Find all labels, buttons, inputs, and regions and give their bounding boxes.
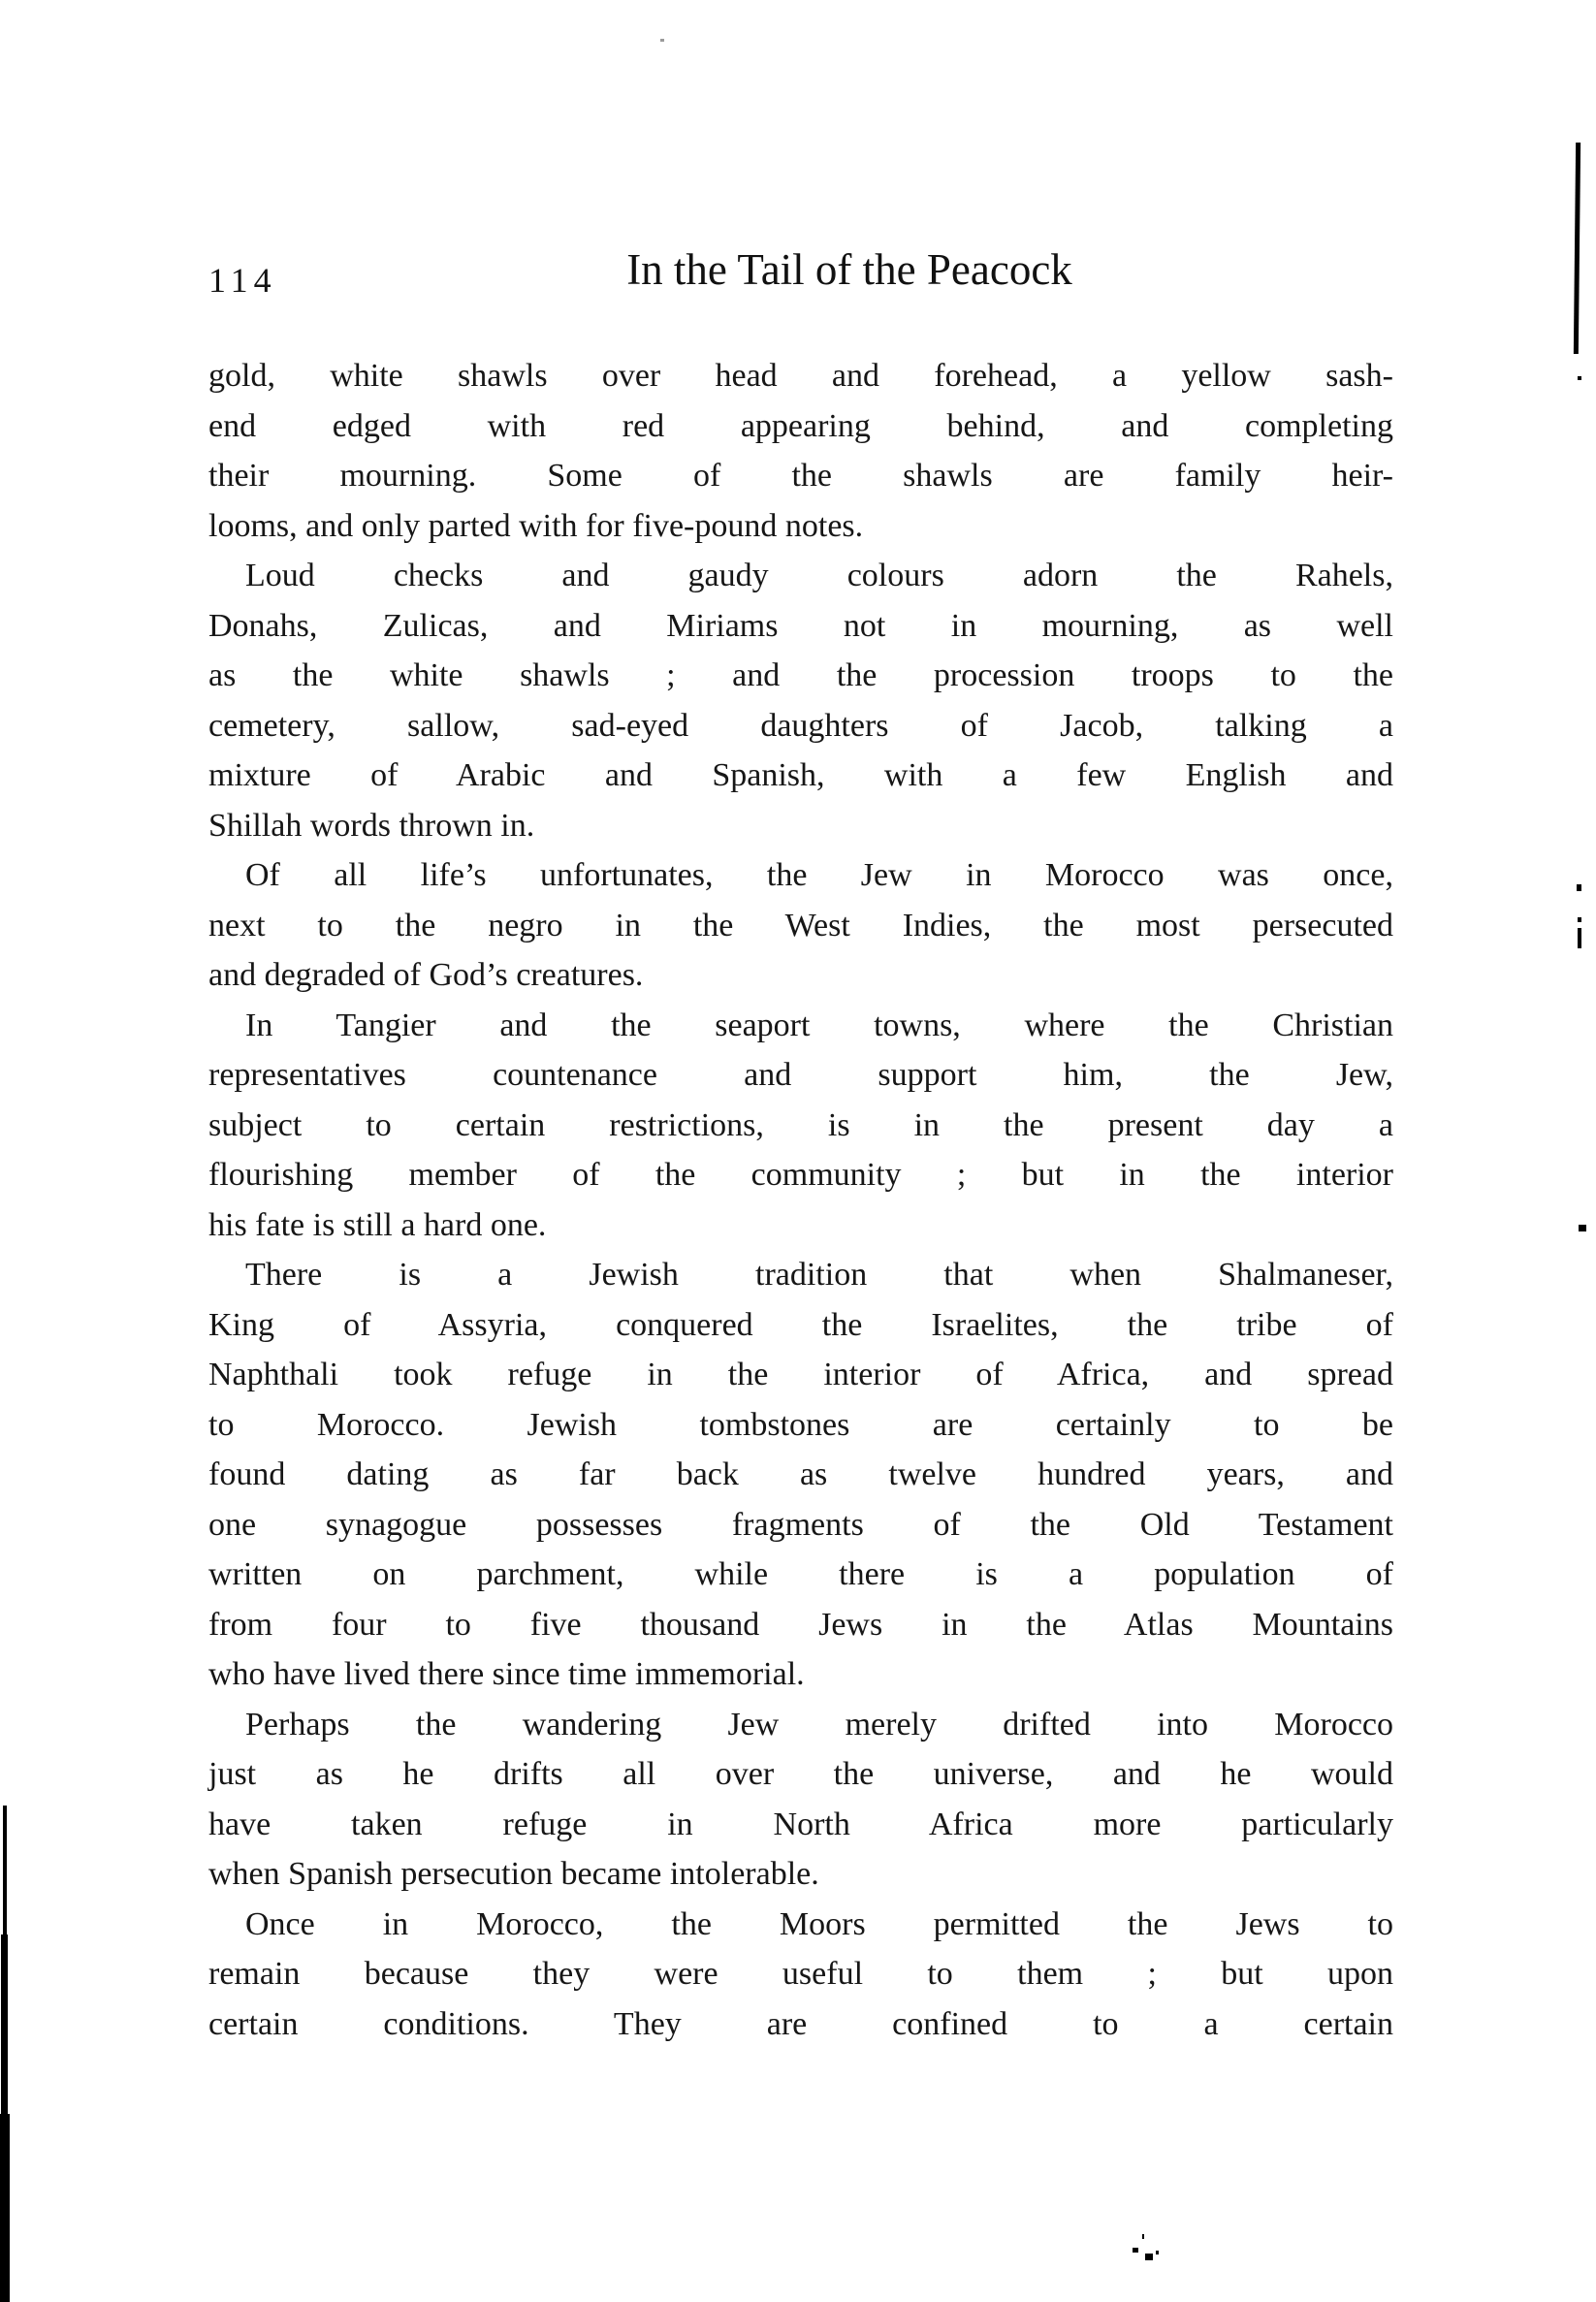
scan-artifact-bottom-smudge: [1145, 2254, 1153, 2260]
text-line: Naphthali took refuge in the interior of Africa, and spread: [208, 1357, 1393, 1392]
text-line: written on parchment, while there is a population of: [208, 1556, 1393, 1592]
text-line: have taken refuge in North Africa more particularly: [208, 1806, 1393, 1842]
scan-artifact-left-edge-line: [1, 1934, 8, 2128]
paragraph: [208, 351, 1393, 551]
text-line: next to the negro in the West Indies, the most persecuted: [208, 907, 1393, 943]
scan-artifact-bottom-smudge: [1142, 2234, 1144, 2239]
paragraph: [208, 1250, 1393, 1700]
paragraph: [208, 1900, 1393, 2050]
text-line: and degraded of God’s creatures.: [208, 957, 644, 993]
text-line: one synagogue possesses fragments of the Old Testament: [208, 1506, 1393, 1543]
text-line: to Morocco. Jewish tombstones are certainly to be: [208, 1406, 1393, 1443]
text-line: found dating as far back as twelve hundred years, and: [208, 1456, 1393, 1492]
text-line: from four to five thousand Jews in the Atlas Mountains: [208, 1606, 1393, 1643]
scan-artifact-bottom-smudge: [1156, 2251, 1159, 2254]
page-title: In the Tail of the Peacock: [626, 245, 1072, 294]
scan-artifact-left-edge-line: [0, 2114, 10, 2302]
scan-artifact-left-edge-line: [3, 1806, 7, 1951]
page-number: 114: [208, 261, 277, 300]
scan-artifact-right-tick: [1577, 884, 1581, 891]
text-line: Donahs, Zulicas, and Miriams not in mourning, as well: [208, 607, 1393, 644]
page-text: [208, 351, 1393, 2049]
text-line: mixture of Arabic and Spanish, with a few English and: [208, 757, 1393, 793]
paragraph: [208, 1001, 1393, 1251]
text-line: end edged with red appearing behind, and completing: [208, 407, 1393, 444]
text-line: gold, white shawls over head and forehead, a yellow sash-: [208, 358, 1393, 394]
scan-artifact-right-mark-bar: [1578, 928, 1581, 948]
text-line: when Spanish persecution became intolerable.: [208, 1856, 819, 1892]
text-line: their mourning. Some of the shawls are family heir-: [208, 458, 1393, 494]
scan-artifact-right-mark-dot: [1578, 917, 1581, 922]
text-line: who have lived there since time immemorial.: [208, 1656, 805, 1692]
text-line: subject to certain restrictions, is in the present day a: [208, 1106, 1393, 1143]
text-line: representatives countenance and support him, the Jew,: [208, 1057, 1393, 1093]
text-line: as the white shawls ; and the procession troops to the: [208, 657, 1393, 693]
paragraph: [208, 551, 1393, 850]
text-line: Once in Morocco, the Moors permitted the Jews to: [245, 1905, 1393, 1942]
scan-artifact-top-speck: [660, 39, 664, 42]
text-line: cemetery, sallow, sad-eyed daughters of Jacob, talking a: [208, 707, 1393, 744]
paragraph: [208, 1700, 1393, 1900]
text-line: King of Assyria, conquered the Israelites, the tribe of: [208, 1306, 1393, 1343]
text-line: Of all life’s unfortunates, the Jew in Morocco was once,: [245, 857, 1393, 893]
page-header: [208, 244, 1393, 312]
scan-artifact-right-dot: [1578, 376, 1581, 380]
scan-artifact-bottom-smudge: [1133, 2248, 1138, 2253]
text-line: looms, and only parted with for five-pound notes.: [208, 507, 864, 544]
scan-artifact-right-edge-line: [1574, 143, 1580, 354]
text-line: Shillah words thrown in.: [208, 807, 535, 844]
text-line: his fate is still a hard one.: [208, 1206, 547, 1243]
text-line: In Tangier and the seaport towns, where the Christian: [245, 1007, 1393, 1043]
text-line: flourishing member of the community ; but in the interior: [208, 1157, 1393, 1193]
text-line: remain because they were useful to them ; but upon: [208, 1956, 1393, 1992]
text-line: There is a Jewish tradition that when Shalmaneser,: [245, 1257, 1393, 1293]
text-line: just as he drifts all over the universe, and he would: [208, 1756, 1393, 1792]
text-line: certain conditions. They are confined to a certain: [208, 2005, 1393, 2042]
text-line: Loud checks and gaudy colours adorn the Rahels,: [245, 558, 1393, 593]
scan-artifact-right-tick-lower: [1579, 1225, 1586, 1231]
text-line: Perhaps the wandering Jew merely drifted into Morocco: [245, 1706, 1393, 1742]
paragraph: [208, 850, 1393, 1001]
